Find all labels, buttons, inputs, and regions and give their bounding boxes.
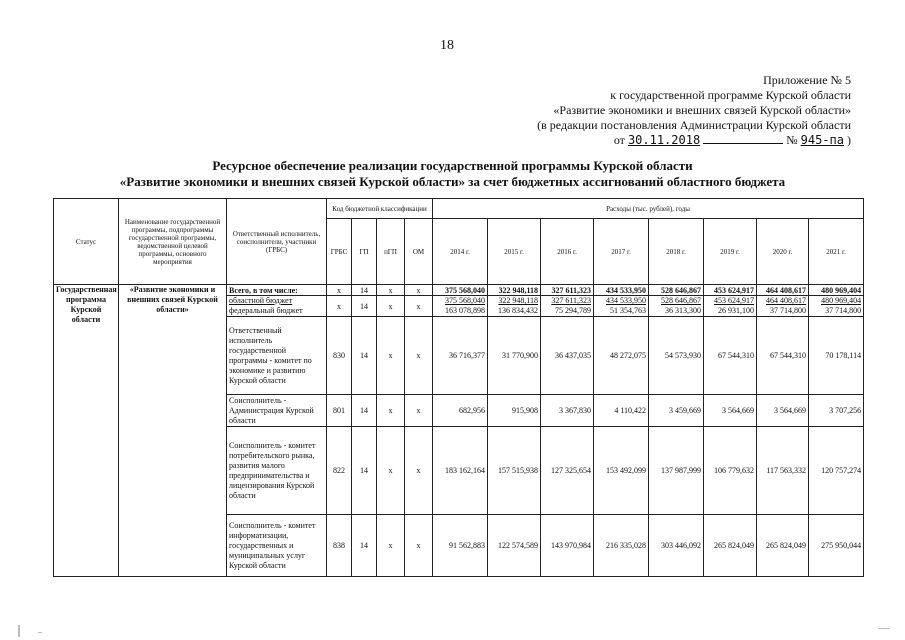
value-cell: 31 770,900 <box>488 317 541 395</box>
value-cell <box>809 296 864 317</box>
federal-budget-label: федеральный бюджет <box>229 306 303 315</box>
value-cell: 915,908 <box>488 395 541 427</box>
date-underline <box>703 143 783 144</box>
regional-value: 480 969,404 <box>821 296 862 305</box>
header-name: Наименование государственной программы, подпрограммы государственной программы, ведомственной целевой программы, основного мероприятия <box>119 199 227 285</box>
value-cell: 216 335,028 <box>594 515 649 577</box>
closing-paren: ) <box>847 133 851 147</box>
responsible-cell: Соисполнитель - Администрация Курской области <box>227 395 327 427</box>
header-year: 2020 г. <box>757 219 809 285</box>
value-cell: 143 970,984 <box>541 515 594 577</box>
code-pgp: х <box>377 427 405 515</box>
total-label: Всего, в том числе: <box>227 285 327 296</box>
value-cell: 303 446,092 <box>649 515 704 577</box>
number-label: № <box>786 133 798 147</box>
value-cell: 3 367,830 <box>541 395 594 427</box>
regional-budget-label: областной бюджет <box>229 296 293 305</box>
regional-value: 434 533,950 <box>606 296 647 305</box>
value-cell: 67 544,310 <box>757 317 809 395</box>
program-name-cell: «Развитие экономики и внешних связей Курской области» <box>119 285 227 577</box>
header-responsible: Ответственный исполнитель, соисполнители, участники (ГРБС) <box>227 199 327 285</box>
code-grbs: 838 <box>327 515 352 577</box>
value-cell: 453 624,917 <box>704 285 757 296</box>
value-cell: 36 716,377 <box>433 317 488 395</box>
header-year: 2021 г. <box>809 219 864 285</box>
federal-value: 37 714,800 <box>770 306 807 315</box>
value-cell: 54 573,930 <box>649 317 704 395</box>
appendix-line-4: (в редакции постановления Администрации Курской области <box>537 118 851 132</box>
header-year: 2014 г. <box>433 219 488 285</box>
code-om: х <box>405 515 433 577</box>
value-cell: 682,956 <box>433 395 488 427</box>
value-cell: 48 272,075 <box>594 317 649 395</box>
regional-value: 375 568,040 <box>445 296 486 305</box>
value-cell: 327 611,323 <box>541 285 594 296</box>
appendix-line-1: Приложение № 5 <box>763 73 851 87</box>
federal-value: 36 313,300 <box>665 306 702 315</box>
regional-value: 464 408,617 <box>766 296 807 305</box>
header-year: 2018 г. <box>649 219 704 285</box>
table-title-line-1: Ресурсное обеспечение реализации государственной программы Курской области <box>212 158 693 173</box>
value-cell: 265 824,049 <box>704 515 757 577</box>
value-cell <box>433 296 488 317</box>
header-om: ОМ <box>405 219 433 285</box>
value-cell: 157 515,938 <box>488 427 541 515</box>
code-gp: 14 <box>352 285 377 296</box>
regional-value: 322 948,118 <box>498 296 539 305</box>
header-status: Статус <box>54 199 119 285</box>
value-cell: 464 408,617 <box>757 285 809 296</box>
value-cell: 183 162,164 <box>433 427 488 515</box>
value-cell: 122 574,589 <box>488 515 541 577</box>
budget-source-cell <box>227 296 327 317</box>
appendix-line-3: «Развитие экономики и внешних связей Курской области» <box>553 103 851 117</box>
from-label: от <box>613 133 625 147</box>
page-number: 18 <box>440 38 454 53</box>
value-cell <box>704 296 757 317</box>
resolution-date: 30.11.2018 <box>627 133 701 147</box>
value-cell: 3 707,256 <box>809 395 864 427</box>
responsible-cell: Ответственный исполнитель государственной программы - комитет по экономике и развитию Курской области <box>227 317 327 395</box>
value-cell: 275 950,044 <box>809 515 864 577</box>
code-pgp: х <box>377 296 405 317</box>
responsible-cell: Соисполнитель - комитет потребительского рынка, развития малого предпринимательства и лицензирования Курской области <box>227 427 327 515</box>
responsible-cell: Соисполнитель - комитет информатизации, государственных и муниципальных услуг Курской области <box>227 515 327 577</box>
code-gp: 14 <box>352 395 377 427</box>
value-cell <box>488 296 541 317</box>
resource-table <box>53 198 864 577</box>
value-cell <box>594 296 649 317</box>
code-gp: 14 <box>352 427 377 515</box>
value-cell: 528 646,867 <box>649 285 704 296</box>
header-year: 2016 г. <box>541 219 594 285</box>
code-gp: 14 <box>352 296 377 317</box>
code-gp: 14 <box>352 317 377 395</box>
code-pgp: х <box>377 395 405 427</box>
header-gp: ГП <box>352 219 377 285</box>
code-om: х <box>405 285 433 296</box>
table-row <box>54 285 864 296</box>
value-cell: 3 459,669 <box>649 395 704 427</box>
header-grbs: ГРБС <box>327 219 352 285</box>
header-year: 2019 г. <box>704 219 757 285</box>
value-cell: 322 948,118 <box>488 285 541 296</box>
value-cell: 91 562,883 <box>433 515 488 577</box>
federal-value: 51 354,763 <box>610 306 647 315</box>
value-cell: 480 969,404 <box>809 285 864 296</box>
header-expenses: Расходы (тыс. рублей), годы <box>433 199 864 219</box>
value-cell: 4 110,422 <box>594 395 649 427</box>
code-pgp: х <box>377 317 405 395</box>
value-cell: 120 757,274 <box>809 427 864 515</box>
value-cell: 127 325,654 <box>541 427 594 515</box>
regional-value: 327 611,323 <box>551 296 592 305</box>
header-year: 2017 г. <box>594 219 649 285</box>
code-pgp: х <box>377 285 405 296</box>
table-title-line-2: «Развитие экономики и внешних связей Курской области» за счет бюджетных ассигнований областного бюджета <box>119 174 786 189</box>
code-grbs: 801 <box>327 395 352 427</box>
header-budget-code: Код бюджетной классификации <box>327 199 433 219</box>
code-gp: 14 <box>352 515 377 577</box>
code-pgp: х <box>377 515 405 577</box>
code-om: х <box>405 317 433 395</box>
value-cell: 70 178,114 <box>809 317 864 395</box>
code-om: х <box>405 395 433 427</box>
header-year: 2015 г. <box>488 219 541 285</box>
federal-value: 163 078,898 <box>445 306 486 315</box>
federal-value: 136 834,432 <box>498 306 539 315</box>
value-cell: 153 492,099 <box>594 427 649 515</box>
regional-value: 528 646,867 <box>661 296 702 305</box>
regional-value: 453 624,917 <box>714 296 755 305</box>
status-cell: Государственная программа Курской области <box>54 285 119 577</box>
code-om: х <box>405 427 433 515</box>
federal-value: 37 714,800 <box>825 306 862 315</box>
value-cell <box>649 296 704 317</box>
value-cell: 434 533,950 <box>594 285 649 296</box>
scan-mark <box>38 632 42 633</box>
value-cell: 106 779,632 <box>704 427 757 515</box>
value-cell: 375 568,040 <box>433 285 488 296</box>
scan-mark <box>878 628 890 629</box>
value-cell: 117 563,332 <box>757 427 809 515</box>
value-cell: 265 824,049 <box>757 515 809 577</box>
code-grbs: х <box>327 285 352 296</box>
value-cell: 36 437,035 <box>541 317 594 395</box>
code-grbs: х <box>327 296 352 317</box>
federal-value: 26 931,100 <box>718 306 755 315</box>
appendix-date-line <box>614 133 851 148</box>
resolution-number: 945-па <box>800 133 844 147</box>
value-cell <box>541 296 594 317</box>
header-pgp: пГП <box>377 219 405 285</box>
value-cell: 137 987,999 <box>649 427 704 515</box>
code-om: х <box>405 296 433 317</box>
code-grbs: 822 <box>327 427 352 515</box>
value-cell: 3 564,669 <box>704 395 757 427</box>
federal-value: 75 294,789 <box>555 306 592 315</box>
code-grbs: 830 <box>327 317 352 395</box>
value-cell <box>757 296 809 317</box>
scan-mark <box>18 625 20 637</box>
value-cell: 3 564,669 <box>757 395 809 427</box>
appendix-line-2: к государственной программе Курской области <box>610 88 851 102</box>
value-cell: 67 544,310 <box>704 317 757 395</box>
